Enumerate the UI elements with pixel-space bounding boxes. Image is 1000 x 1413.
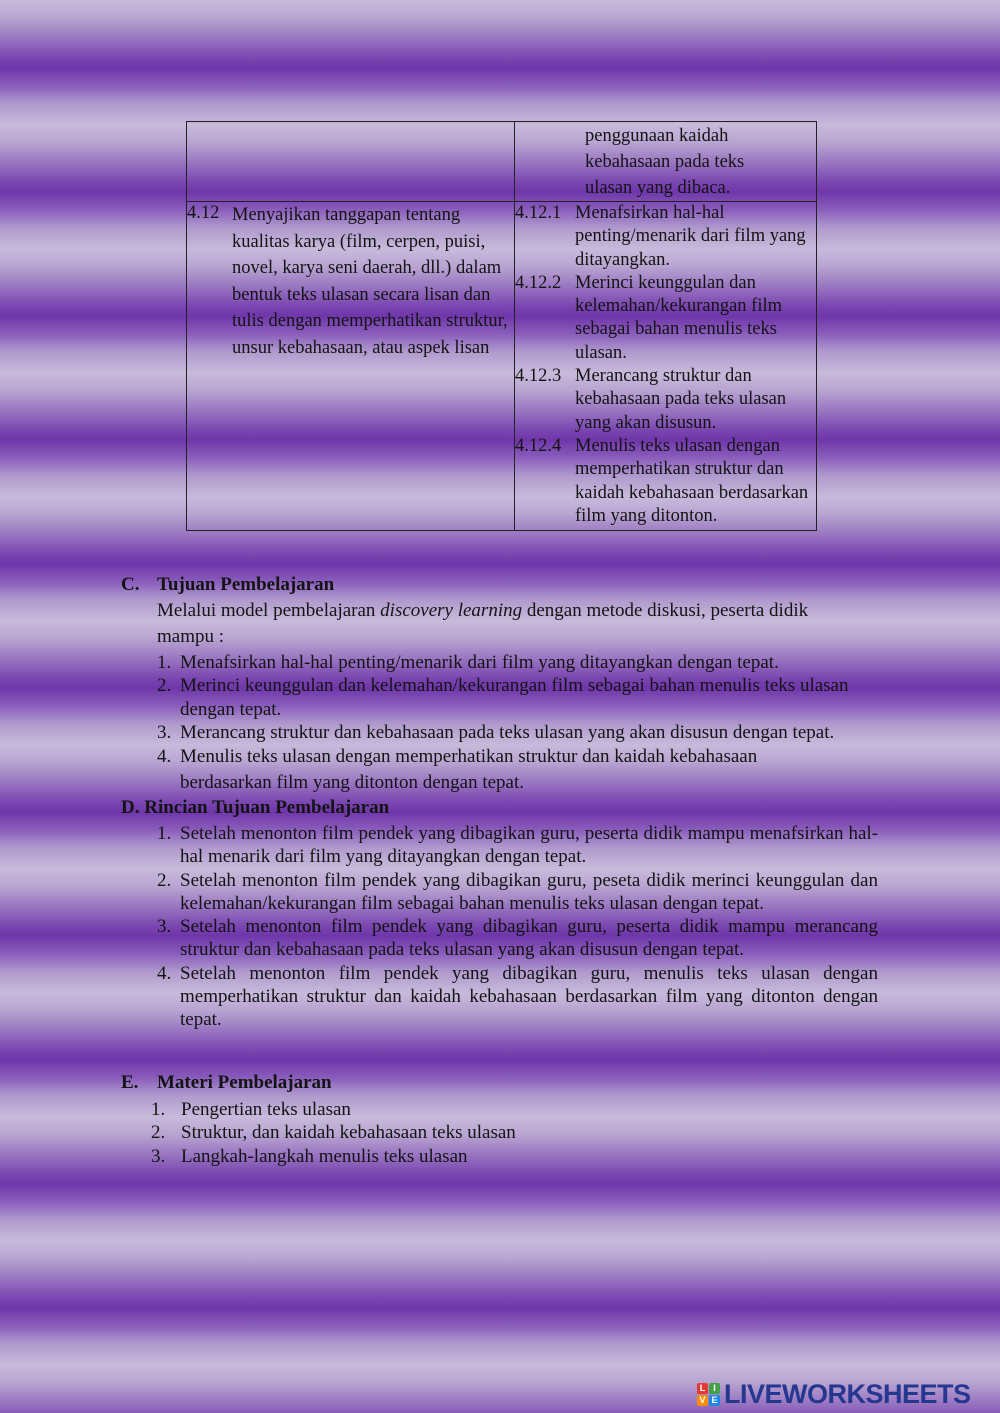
section-title: Materi Pembelajaran [157, 1072, 332, 1093]
continuation-line: ulasan yang dibaca. [585, 178, 731, 198]
kd-cell [187, 202, 515, 531]
goals-list [157, 651, 882, 796]
section-e-heading [121, 1072, 332, 1094]
section-letter: D. [121, 797, 140, 818]
indicator-number: 4.12.3 [515, 366, 562, 387]
kd-number: 4.12 [187, 203, 220, 223]
indicator-item [515, 272, 816, 365]
list-item: 3. Setelah menonton film pendek yang dibagikan guru, peserta didik mampu merancang struktur dan kebahasaan pada teks ulasan yang akan disusun dengan tepat. [157, 916, 878, 961]
materials-list [151, 1098, 651, 1168]
list-item: 3. Langkah-langkah menulis teks ulasan [151, 1145, 468, 1167]
list-item: 1. Menafsirkan hal-hal penting/menarik dari film yang ditayangkan dengan tepat. [157, 652, 779, 673]
indicator-number: 4.12.1 [515, 203, 562, 223]
list-item: 4. Setelah menonton film pendek yang dibagikan guru, menulis teks ulasan dengan memperhatikan struktur dan kaidah kebahasaan berdasarkan film yang ditonton dengan tepat. [157, 962, 878, 1031]
section-c-heading [121, 574, 334, 596]
indicator-text: Menulis teks ulasan dengan memperhatikan struktur dan kaidah kebahasaan berdasarkan film yang ditonton. [575, 435, 809, 526]
kd-text: Menyajikan tanggapan tentang kualitas karya (film, cerpen, puisi, novel, karya seni daerah, dll.) dalam bentuk teks ulasan secara lisan dan tulis dengan memperhatikan struktur, unsur kebahasaan, atau aspek lisan [232, 205, 508, 358]
logo-mark-letter: I [709, 1383, 720, 1394]
section-title: Tujuan Pembelajaran [157, 574, 335, 595]
indicator-number: 4.12.2 [515, 272, 562, 293]
list-item: 3. Merancang struktur dan kebahasaan pada teks ulasan yang akan disusun dengan tepat. [157, 721, 835, 743]
list-item: 4. Menulis teks ulasan dengan memperhatikan struktur dan kaidah kebahasaan berdasarkan film yang ditonton dengan tepat. [157, 746, 758, 794]
indicator-text: Merancang struktur dan kebahasaan pada teks ulasan yang akan disusun. [575, 366, 787, 433]
indicator-text: Merinci keunggulan dan kelemahan/kekurangan film sebagai bahan menulis teks ulasan. [575, 272, 783, 363]
logo-text: LIVEWORKSHEETS [724, 1378, 971, 1409]
logo-mark-letter: V [697, 1395, 708, 1406]
section-title: Rincian Tujuan Pembelajaran [144, 797, 390, 818]
logo-mark-icon [697, 1383, 720, 1406]
competency-table [186, 121, 817, 531]
indicator-item [515, 435, 816, 528]
section-d-heading [121, 797, 389, 819]
liveworksheets-logo [697, 1378, 971, 1410]
indicator-number: 4.12.4 [515, 435, 562, 456]
list-item: 2. Struktur, dan kaidah kebahasaan teks ulasan [151, 1122, 516, 1144]
list-item: 2. Merinci keunggulan dan kelemahan/kekurangan film sebagai bahan menulis teks ulasan dengan tepat. [157, 675, 849, 720]
method-name: discovery learning [380, 600, 523, 621]
list-item: 2. Setelah menonton film pendek yang dibagikan guru, peseta didik merinci keunggulan dan kelemahan/kekurangan film sebagai bahan menulis teks ulasan dengan tepat. [157, 869, 878, 914]
indicator-text: Menafsirkan hal-hal penting/menarik dari film yang ditayangkan. [575, 203, 806, 270]
indicator-item [515, 202, 816, 272]
list-item: 1. Setelah menonton film pendek yang dibagikan guru, peserta didik mampu menafsirkan hal-hal menarik dari film yang ditayangkan dengan tepat. [157, 823, 878, 868]
indicator-item [515, 365, 816, 435]
continuation-line: kebahasaan pada teks [585, 152, 745, 172]
list-item: 1. Pengertian teks ulasan [151, 1099, 351, 1120]
indicator-cell [515, 202, 817, 531]
continuation-cell [515, 122, 817, 202]
continuation-line: penggunaan kaidah [585, 126, 729, 146]
section-c-intro: Melalui model pembelajaran discovery learning dengan metode diskusi, peserta didik mampu : [157, 600, 809, 647]
table-row [187, 202, 817, 531]
section-letter: E. [121, 1072, 139, 1093]
detailed-goals-list [157, 822, 878, 1032]
logo-mark-letter: L [697, 1383, 708, 1394]
table-row [187, 122, 817, 202]
logo-mark-letter: E [709, 1395, 720, 1406]
section-letter: C. [121, 574, 140, 595]
empty-cell [187, 122, 515, 202]
